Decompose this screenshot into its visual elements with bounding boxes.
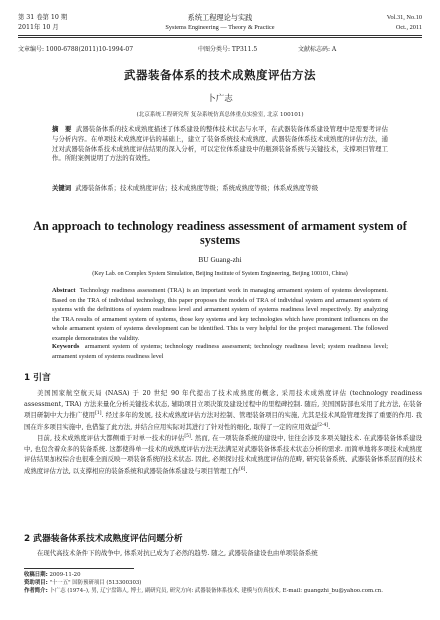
affiliation-cn: (北京系统工程研究所 复杂系统仿真总体重点实验室, 北京 100101) [136, 112, 304, 118]
citation: [1] [95, 411, 102, 416]
article-number: 文章编号: 1000-6788(2011)10-1994-07 [18, 46, 134, 53]
journal-date: 2011年 10 月 [18, 24, 59, 31]
section-2-body [24, 548, 422, 559]
affiliation-en: (Key Lab. on Complex System Simulation, Beijing Institute of System Engineering, Beijing 100101, China) [92, 271, 348, 277]
footnote [24, 571, 422, 595]
footnote-bio: 作者简介: 卜广志 (1974–), 男, 辽宁盘锦人, 博士, 副研究员, 研究方向: 武器装备体系技术, 建模与仿真技术, E-mail: guangzhi_bu@yahoo.com.cn. [24, 588, 383, 594]
footnote-rule [24, 568, 134, 569]
document-code: 文献标志码: A [298, 46, 337, 53]
journal-date-en: Oct., 2011 [395, 24, 422, 31]
abstract-cn-label: 摘 要 [52, 125, 72, 133]
author-en: BU Guang-zhi [198, 255, 242, 264]
header-rule [18, 35, 422, 36]
keywords-cn [52, 184, 388, 194]
author-cn: 卜广志 [207, 94, 233, 104]
clc-number: 中图分类号: TP311.5 [198, 46, 258, 53]
citation: [5] [184, 434, 191, 440]
section-1-paragraph-1: 美国国家航空航天局 (NASA) 于 20 世纪 90 年代提出了技术成熟度的概念, 采用技术成熟度评估 (technology readiness assessment, TRA) 方法来量化分析关键技术状态, 辅助项目立项决策及建设过程中的里程碑控制. 随后, 美国国防部也采用了此方法, 在装备项目研制中大力推广使用[1]. 经过多年的发展, 技术成熟度评估方法对控制、管理装备项目的实施, 尤其是技术风险管理发挥了重要的作用. 我国在许多项目实施中, 也借鉴了此方法, 并结合应用实际对其进行了针对性的细化, 取得了一定的应用效益[2-4]. [24, 389, 423, 431]
footnote-received: 收稿日期: 2009-11-20 [24, 572, 81, 578]
title-cn: 武器装备体系的技术成熟度评估方法 [124, 68, 316, 82]
section-1-heading: 1 引言 [24, 373, 51, 383]
journal-volume: 第 31 卷第 10 期 [18, 14, 68, 21]
abstract-en [52, 286, 388, 344]
journal-volume-en: Vol.31, No.10 [386, 14, 422, 21]
abstract-en-label: Abstract [52, 287, 76, 294]
abstract-en-text: Technology readiness assessment (TRA) is an important work in managing armament system of systems development. Based on the TRA of individual technology, this paper proposes the models of TRA of individual system and armament system of systems with the definitions of system readiness level and armament system of systems readiness level respectively. By analyzing the TRA results of armament system of systems, those key systems and key technologies which have prominent influences on the whole armament system of systems development can be identified. This is very helpful for the project management. The followed example demonstrates the validity. [52, 287, 388, 342]
title-en: An approach to technology readiness assessment of armament system of systems [33, 219, 407, 247]
keywords-en-label: Keywords [52, 343, 80, 350]
journal-name-en: Systems Engineering — Theory & Practice [165, 24, 275, 31]
section-1-body [24, 388, 422, 477]
section-1-paragraph-2: 目前, 技术成熟度评估大都侧重于对单一技术的评估[5]. 然而, 在一项装备系统的建设中, 往往会涉及多项关键技术. 在武器装备体系建设中, 也包含着众多的装备系统. 这都使得单一技术的成熟度评估方法无法满足对武器装备体系技术状态分析的需求. 而简单地将多项技术成熟度评估结果加权综合也很难全面反映一项装备系统的技术状态. 因此, 必须探讨技术成熟度评估的范畴, 研究装备系统、武器装备体系层面的技术成熟度评估方法, 以支撑相应的装备系统和武器装备体系建设与项目管理工作[6]. [24, 434, 423, 475]
section-2-paragraph-1: 在现代高技术条件下的战争中, 体系对抗已成为了必然的趋势. 随之, 武器装备建设也由单项装备系统 [37, 549, 318, 557]
keywords-en [52, 342, 388, 361]
footnote-fund: 资助项目: "十一五" 国防预研项目 (513300303) [24, 580, 142, 586]
keywords-cn-label: 关键词 [52, 184, 72, 192]
abstract-cn-text: 武器装备体系的技术成熟度描述了体系建设的整体技术状态与水平，在武器装备体系建设管理中是需要考评估与分析内容。在单项技术成熟度评估的基础上，建立了装备系统技术成熟度、武器装备体系技术成熟度的评估方法，通过对武器装备体系技术成熟度评估结果的深入分析，可以定位体系建设中的瓶颈装备系统与关键技术，支撑项目管理工作。所附案例说明了方法的有效性。 [52, 125, 388, 163]
header-rule-thin [18, 37, 422, 38]
keywords-cn-text: 武器装备体系；技术成熟度评估；技术成熟度等级；系统成熟度等级；体系成熟度等级 [75, 184, 319, 192]
journal-name-cn: 系统工程理论与实践 [187, 13, 253, 22]
citation: [2-4] [317, 422, 329, 428]
citation: [6] [238, 466, 246, 472]
abstract-cn [52, 125, 388, 164]
keywords-en-text: armament system of systems; technology readiness assessment; technology readiness level; system readiness level; armament system of systems readiness level [52, 343, 389, 360]
section-2-heading: 2 武器装备体系技术成熟度评估问题分析 [24, 534, 183, 544]
